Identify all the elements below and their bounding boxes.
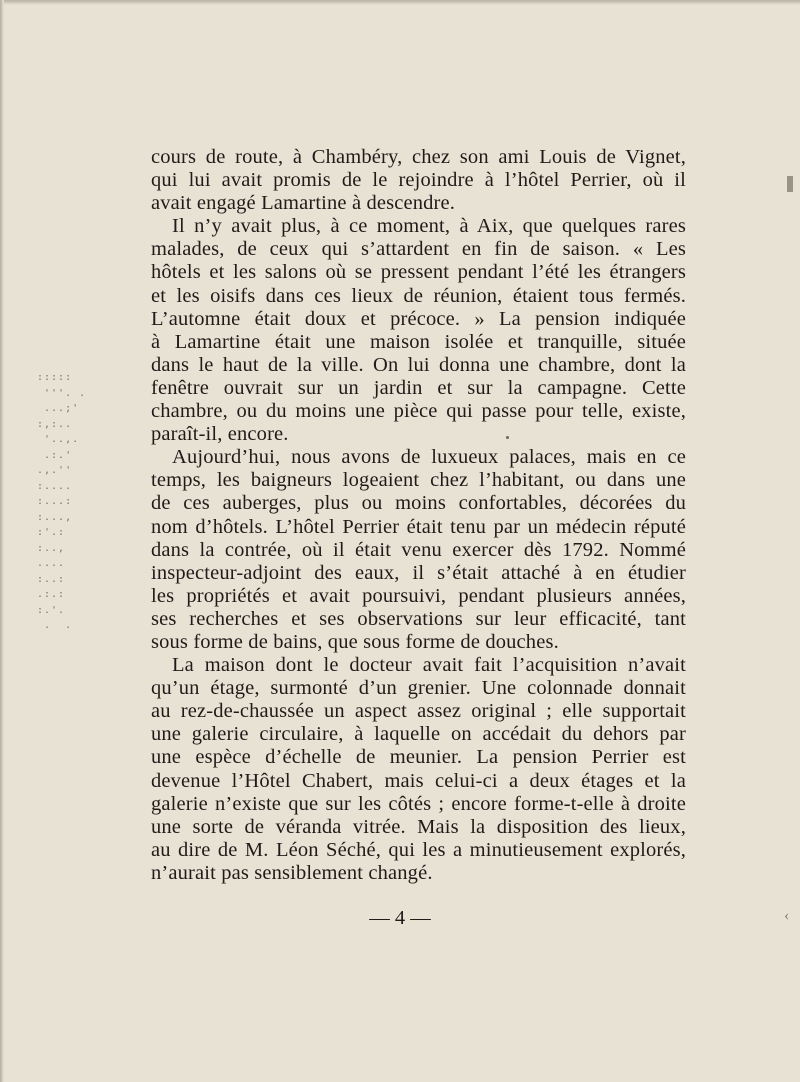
text-line: n’aurait pas sensiblement changé. — [151, 861, 433, 884]
text-line: de ces auberges, plus ou moins confortables, décorées du — [151, 492, 686, 515]
text-line: La maison dont le docteur avait fait l’acquisition n’avait — [172, 654, 686, 677]
text-line: qui lui avait promis de le rejoindre à l’hôtel Perrier, où il — [151, 169, 686, 192]
text-line: paraît-il, encore. — [151, 423, 289, 446]
text-line: une galerie circulaire, à laquelle on accédait du dehors par — [151, 723, 686, 746]
right-edge-mark — [787, 176, 793, 192]
right-edge-bracket: ‹ — [784, 907, 790, 924]
text-line: Aujourd’hui, nous avons de luxueux palaces, mais en ce — [172, 446, 686, 469]
text-line: Il n’y avait plus, à ce moment, à Aix, que quelques rares — [172, 215, 686, 238]
text-line: galerie n’existe que sur les côtés ; encore forme-t-elle à droite — [151, 792, 686, 815]
text-line: au dire de M. Léon Séché, qui les a minutieusement explorés, — [151, 838, 686, 861]
text-line: sous forme de bains, que sous forme de douches. — [151, 630, 559, 653]
text-line: ses recherches et ses observations sur leur efficacité, tant — [151, 607, 686, 630]
text-line: à Lamartine était une maison isolée et tranquille, située — [151, 330, 686, 353]
text-line: fenêtre ouvrait sur un jardin et sur la campagne. Cette — [151, 376, 686, 399]
text-line: dans le haut de la ville. On lui donna une chambre, dont la — [151, 353, 686, 376]
margin-bleed-marks: ::::: '''. . ...;' :,:.. '..,. .:.' .,.'' :.... :...: :..., :'.: :.., .... :..: .:.: :.'. . . — [37, 372, 87, 631]
text-line: qu’un étage, surmonté d’un grenier. Une colonnade donnait — [151, 677, 686, 700]
text-line: au rez-de-chaussée un aspect assez original ; elle supportait — [151, 700, 686, 723]
text-line: temps, les baigneurs logeaient chez l’habitant, ou dans une — [151, 469, 686, 492]
text-line: les propriétés et avait poursuivi, pendant plusieurs années, — [151, 584, 686, 607]
page-left-edge — [0, 0, 4, 1082]
text-line: nom d’hôtels. L’hôtel Perrier était tenu par un médecin réputé — [151, 515, 686, 538]
text-line: dans la contrée, où il était venu exercer dès 1792. Nommé — [151, 538, 686, 561]
text-line: malades, de ceux qui s’attardent en fin de saison. « Les — [151, 238, 686, 261]
text-line: et les oisifs dans ces lieux de réunion, étaient tous fermés. — [151, 284, 686, 307]
text-line: avait engagé Lamartine à descendre. — [151, 192, 456, 215]
page-number: — 4 — — [369, 907, 431, 929]
text-line: cours de route, à Chambéry, chez son ami Louis de Vignet, — [151, 146, 686, 168]
text-line: chambre, ou du moins une pièce qui passe pour telle, existe, — [151, 400, 686, 423]
body-text — [151, 146, 686, 885]
page-top-edge — [0, 0, 800, 5]
text-line: inspecteur-adjoint des eaux, il s’était attaché à en étudier — [151, 561, 686, 584]
text-line: hôtels et les salons où se pressent pendant l’été les étrangers — [151, 261, 686, 284]
text-line: devenue l’Hôtel Chabert, mais celui-ci a deux étages et la — [151, 769, 686, 792]
text-line: une espèce d’échelle de meunier. La pension Perrier est — [151, 746, 686, 769]
text-line: une sorte de véranda vitrée. Mais la disposition des lieux, — [151, 815, 686, 838]
text-line: L’automne était doux et précoce. » La pension indiquée — [151, 307, 686, 330]
